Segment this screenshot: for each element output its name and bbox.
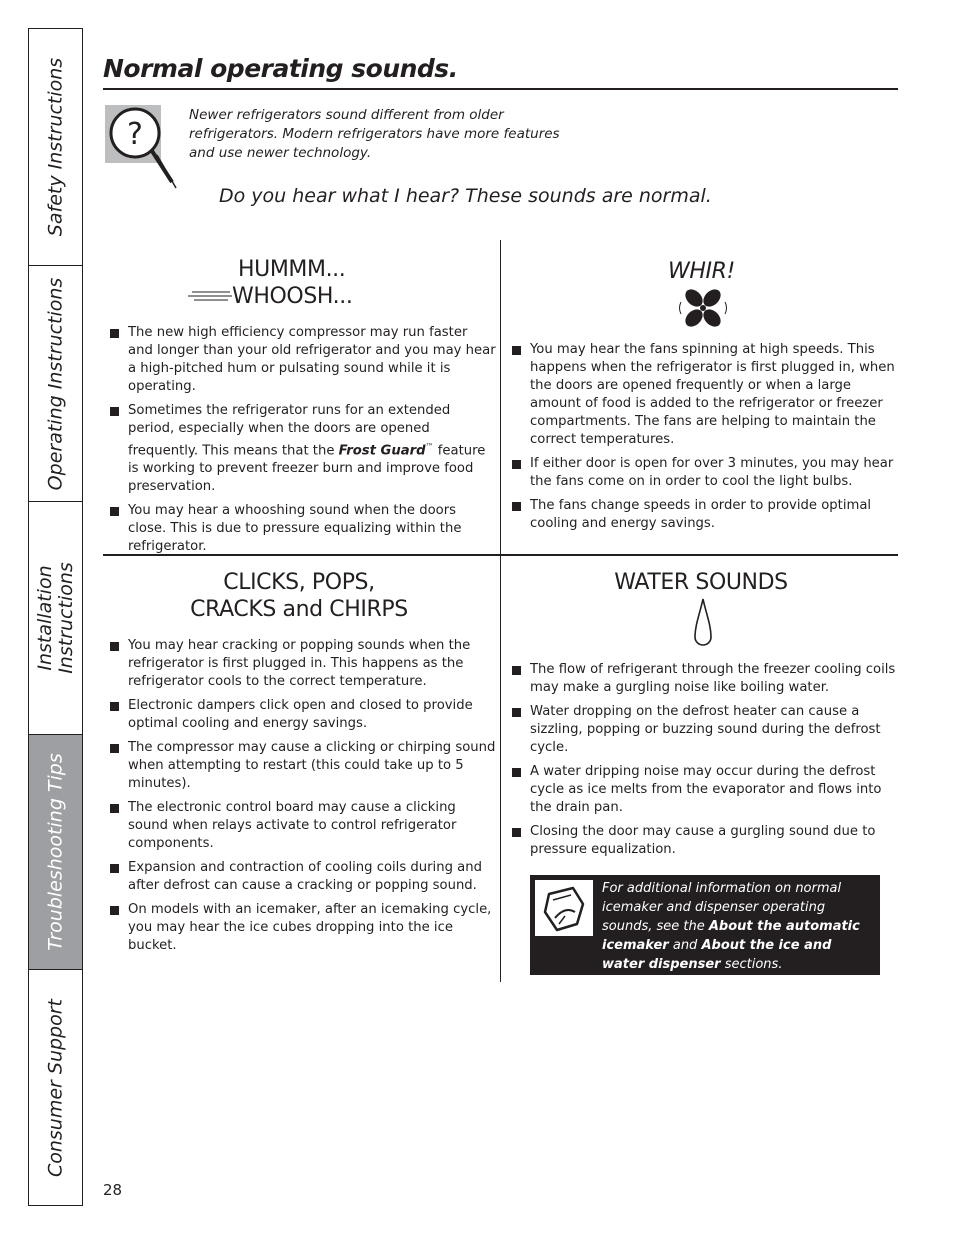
book-icon — [535, 880, 593, 936]
bullet — [512, 666, 521, 675]
tab-label-line: Installation — [33, 565, 56, 671]
list-item: Sometimes the refrigerator runs for an extended period, especially when the doors are opened frequently. This means that the Frost Guard™ feature is working to prevent freezer burn and improve food preservation. — [104, 402, 496, 496]
tab-label: Safety Instructions — [44, 57, 66, 237]
list-item: A water dripping noise may occur during the defrost cycle as ice melts from the evaporator and flows into the drain pan. — [506, 763, 898, 817]
page-title: Normal operating sounds. — [103, 54, 458, 83]
bullet — [110, 407, 119, 416]
list-item: Closing the door may cause a gurgling sound due to pressure equalization. — [506, 823, 898, 859]
frost-guard-term: Frost Guard — [338, 443, 426, 459]
tab-safety-instructions[interactable] — [29, 29, 82, 266]
bullet — [512, 768, 521, 777]
bullet — [110, 744, 119, 753]
list-item: If either door is open for over 3 minutes, you may hear the fans come on in order to cool the light bulbs. — [506, 455, 898, 491]
link-ice-water-dispenser[interactable]: About the ice and water dispenser — [602, 938, 832, 972]
clicks-list — [104, 637, 496, 961]
list-item: Expansion and contraction of cooling coils during and after defrost can cause a cracking or popping sound. — [104, 859, 496, 895]
clicks-heading-line2: CRACKS and CHIRPS — [190, 597, 408, 622]
list-item: The compressor may cause a clicking or chirping sound when attempting to restart (this could take up to 5 minutes). — [104, 739, 496, 793]
bullet — [110, 507, 119, 516]
water-heading: WATER SOUNDS — [614, 570, 788, 595]
hum-heading-line2: WHOOSH... — [232, 284, 353, 309]
bullet — [512, 460, 521, 469]
svg-text:?: ? — [127, 117, 143, 152]
bullet — [110, 702, 119, 711]
tab-label: Consumer Support — [44, 998, 66, 1177]
tab-label — [35, 562, 77, 674]
bullet — [512, 346, 521, 355]
list-item: On models with an icemaker, after an icemaking cycle, you may hear the ice cubes dropping into the ice bucket. — [104, 901, 496, 955]
bullet — [512, 502, 521, 511]
hum-list — [104, 324, 496, 562]
whir-heading: WHIR! — [668, 259, 735, 284]
question-magnifier-icon — [104, 104, 182, 190]
list-item: The flow of refrigerant through the freezer cooling coils may make a gurgling noise like boiling water. — [506, 661, 898, 697]
hum-heading-line1: HUMMM... — [238, 257, 346, 282]
list-item: Water dropping on the defrost heater can cause a sizzling, popping or buzzing sound during the defrost cycle. — [506, 703, 898, 757]
tab-installation-instructions[interactable] — [29, 502, 82, 735]
tab-label: Operating Instructions — [44, 277, 66, 490]
subheading: Do you hear what I hear? These sounds are normal. — [219, 185, 712, 207]
list-item: The new high efficiency compressor may run faster and longer than your old refrigerator and you may hear a high-pitched hum or pulsating sound while it is operating. — [104, 324, 496, 396]
link-automatic-icemaker[interactable]: About the automatic icemaker — [602, 919, 860, 953]
list-item: Electronic dampers click open and closed to provide optimal cooling and energy savings. — [104, 697, 496, 733]
bullet — [110, 804, 119, 813]
list-item: The fans change speeds in order to provide optimal cooling and energy savings. — [506, 497, 898, 533]
column-divider — [500, 240, 501, 982]
tab-operating-instructions[interactable] — [29, 266, 82, 502]
tab-troubleshooting-tips[interactable] — [29, 735, 82, 970]
list-item: You may hear a whooshing sound when the doors close. This is due to pressure equalizing within the refrigerator. — [104, 502, 496, 556]
hum-heading — [188, 256, 408, 310]
tab-label: Troubleshooting Tips — [44, 753, 66, 951]
intro-text: Newer refrigerators sound different from older refrigerators. Modern refrigerators have more features and use newer technology. — [189, 107, 560, 161]
fan-icon — [677, 284, 729, 332]
bullet — [110, 329, 119, 338]
side-navigation — [28, 28, 83, 1206]
water-list — [506, 661, 898, 865]
tab-label-line: Instructions — [54, 562, 77, 674]
water-drop-icon — [693, 597, 713, 649]
bullet — [110, 642, 119, 651]
clicks-heading — [103, 569, 495, 623]
info-note-box — [530, 875, 880, 975]
bullet — [512, 828, 521, 837]
bullet — [110, 906, 119, 915]
whoosh-lines-icon — [188, 286, 234, 306]
note-text: For additional information on normal icemaker and dispenser operating sounds, see the About the automatic icemaker and About the ice and water dispenser sections. — [602, 881, 860, 972]
clicks-heading-line1: CLICKS, POPS, — [223, 570, 375, 595]
tab-consumer-support[interactable] — [29, 970, 82, 1205]
bullet — [110, 864, 119, 873]
whir-list — [506, 341, 898, 539]
list-item: The electronic control board may cause a clicking sound when relays activate to control refrigerator components. — [104, 799, 496, 853]
list-item: You may hear the fans spinning at high speeds. This happens when the refrigerator is first plugged in, when the doors are opened frequently or when a large amount of food is added to the refrigerator or freezer compartments. The fans are helping to maintain the correct temperatures. — [506, 341, 898, 449]
title-divider — [103, 88, 898, 90]
list-item: You may hear cracking or popping sounds when the refrigerator is first plugged in. This happens as the refrigerator cools to the correct temperature. — [104, 637, 496, 691]
bullet — [512, 708, 521, 717]
page-number: 28 — [103, 1181, 123, 1199]
